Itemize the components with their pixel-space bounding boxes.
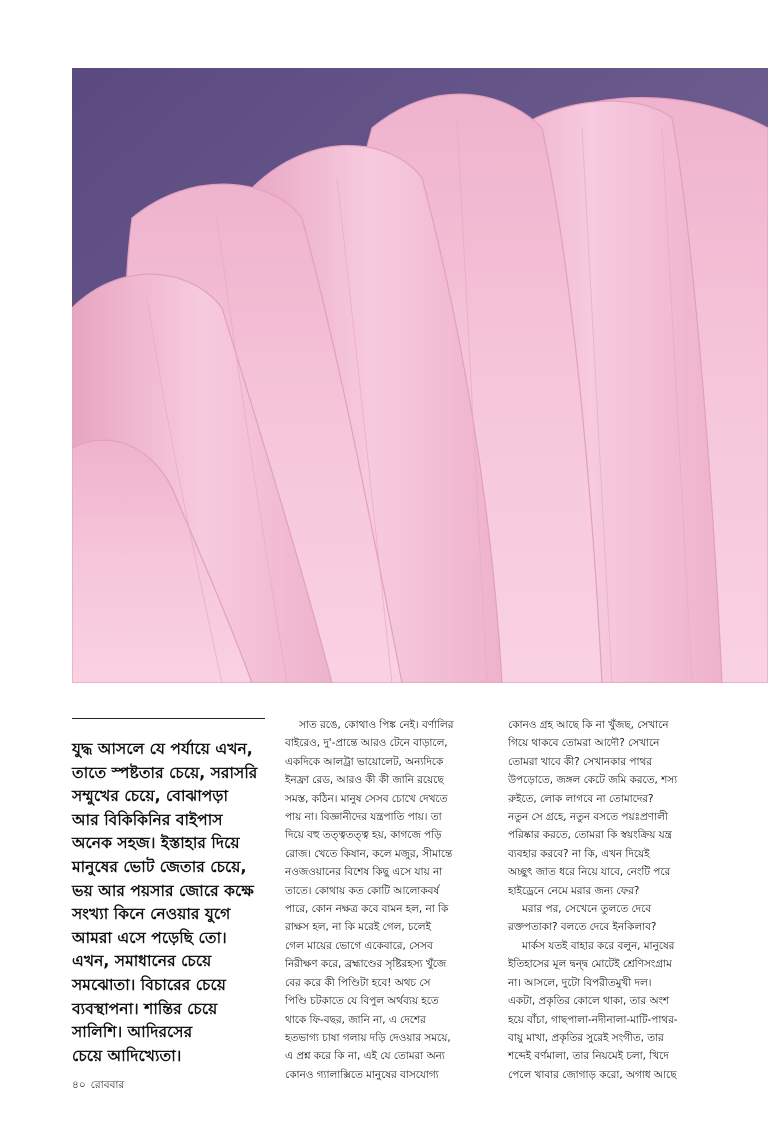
article-column-middle [285, 716, 499, 1084]
text-line: একটা, প্রকৃতির কোলে থাকা, তার অংশ [508, 995, 670, 1008]
text-line: সমস্ত, কঠিন। মানুষ সেসব চোখে দেখতে [285, 792, 448, 805]
text-line: সাত রঙে, কোথাও পিঙ্ক নেই। বর্ণালির [299, 719, 454, 731]
text-line: পরিষ্কার করতে, তোমরা কি স্বয়ংক্রিয় যন্ত্র [508, 829, 672, 842]
text-line: নওজওয়ানের বিশেষ কিছু এসে যায় না [285, 866, 443, 879]
text-line: মরার পর, সেখেনে তুলতে দেবে [522, 903, 652, 916]
pull-quote-line: ভয় আর পয়সার জোরে কক্ষে [72, 881, 254, 900]
page-folio [72, 1078, 129, 1095]
text-line: রাক্ষস হল, না কি মরেই গেল, চলেই [285, 921, 431, 934]
text-line: না। আসলে, দুটো বিপরীতমুখী দল। [508, 976, 652, 989]
text-line: শব্দেই বর্ণমালা, তার নিয়মেই চলা, খিদে [508, 1050, 669, 1063]
pink-petals-image [72, 68, 768, 683]
flower-photo [72, 68, 768, 683]
text-line: নিরীক্ষণ করে, ব্রহ্মাণ্ডের সৃষ্টিরহস্য খুঁজে [285, 958, 447, 971]
text-line: দিয়ে বহু তত্ত্বতত্ত্ব হয়, কাগজে পড়ি [285, 829, 442, 842]
text-line: মার্কস যতই বাহার করে বলুন, মানুষের [522, 939, 675, 952]
pull-quote-line: সম্মুখের চেয়ে, বোঝাপড়া [72, 787, 229, 806]
text-line: পেলে খাবার জোগাড় করো, অগাধ আছে [508, 1068, 677, 1081]
pull-quote-line: আর বিকিকিনির বাইপাস [72, 810, 223, 829]
pull-quote-line: অনেক সহজ। ইস্তাহার দিয়ে [72, 834, 240, 853]
text-line: বের করে কী পিণ্ডিটা হবে! অথচ সে [285, 976, 431, 989]
text-line: ইনফ্রা রেড, আরও কী কী জানি রয়েছে [285, 774, 444, 787]
pull-quote-line: সমঝোতা। বিচারের চেয়ে [72, 975, 226, 994]
text-line: নতুন সে গ্রহে, নতুন বসতে পয়ঃপ্রণালী [508, 811, 668, 824]
page-number: ৪০ [72, 1079, 86, 1091]
publication-name: রোববার [90, 1079, 125, 1091]
text-line: অচ্ছুৎ জাত ধরে নিয়ে যাবে, নেংটি পরে [508, 866, 671, 879]
text-line: পায় না। বিজ্ঞানীদের যন্ত্রপাতি পায়। তা [285, 811, 442, 824]
text-line: পিণ্ডি চটকাতে যে বিপুল অর্থব্যয় হতে [285, 995, 439, 1008]
text-line: হতভাগ্য চাষা গলায় দড়ি দেওয়ার সময়ে, [285, 1031, 451, 1044]
text-line: হয়ে বাঁচা, গাছপালা-নদীনালা-মাটি-পাথর- [508, 1013, 678, 1026]
text-line: রক্তপতাকা? বলতে দেবে ইনকিলাব? [508, 921, 657, 934]
pull-quote-line: সংখ্যা কিনে নেওয়ার যুগে [72, 905, 231, 924]
pull-quote-line: এখন, সমাধানের চেয়ে [72, 952, 212, 971]
text-line: পারে, কোন নক্ষত্র কবে বামন হল, না কি [285, 903, 449, 916]
text-line: হাইড্রেনে নেমে মরার জন্য ফের? [508, 884, 640, 897]
text-line: বায়ু মাখা, প্রকৃতির সুরেই সংগীত, তার [508, 1031, 664, 1044]
text-line: তোমরা খাবে কী? সেখানকার পাথর [508, 755, 652, 768]
text-line: এ প্রশ্ন করে কি না, এই যে তোমরা অন্য [285, 1050, 445, 1063]
text-line: থাকে ফি-বছর, জানি না, এ দেশের [285, 1013, 426, 1026]
pull-quote-rule [72, 718, 265, 719]
pull-quote-line: যুদ্ধ আসলে যে পর্যায়ে এখন, [72, 740, 253, 758]
text-line: রুইতে, লোক লাগবে না তোমাদের? [508, 792, 654, 805]
pull-quote-line: তাতে স্পষ্টতার চেয়ে, সরাসরি [72, 763, 258, 782]
text-line: ব্যবহার করবে? না কি, এখন দিয়েই [508, 847, 650, 860]
article-column-right [508, 716, 722, 1084]
pull-quote-line: চেয়ে আদিখ্যেতা। [72, 1046, 182, 1065]
pull-quote-line: মানুষের ভোট জেতার চেয়ে, [72, 857, 247, 876]
text-line: উপড়োতে, জঙ্গল কেটে জমি করতে, শস্য [508, 774, 678, 787]
text-line: তাতে। কোথায় কত কোটি আলোকবর্ষ [285, 884, 440, 897]
pull-quote-line: সালিশি। আদিরসের [72, 1023, 193, 1042]
pull-quote [72, 738, 278, 1068]
pull-quote-line: আমরা এসে পড়েছি তো। [72, 928, 227, 947]
text-line: কোনও গ্যালাক্সিতে মানুষের বাসযোগ্য [285, 1068, 439, 1081]
text-line: গিয়ে থাকবে তোমরা আদৌ? সেখানে [508, 737, 660, 750]
text-line: একদিকে আলট্রা ভায়োলেট, অন্যদিকে [285, 755, 444, 768]
text-line: ইতিহাসের মূল দ্বন্দ্ব মোটেই শ্রেণিসংগ্রাম [508, 958, 672, 971]
text-line: বাইরেও, দু'-প্রান্তে আরও টেনে বাড়ালে, [285, 737, 448, 750]
text-line: রোজ। খেতে কিষান, কলে মজুর, সীমান্তে [285, 847, 453, 860]
pull-quote-line: ব্যবস্থাপনা। শান্তির চেয়ে [72, 999, 218, 1018]
text-line: কোনও গ্রহ আছে কি না খুঁজছ, সেখানে [508, 719, 669, 731]
text-line: গেল মায়ের ভোগে একেবারে, সেসব [285, 939, 433, 952]
